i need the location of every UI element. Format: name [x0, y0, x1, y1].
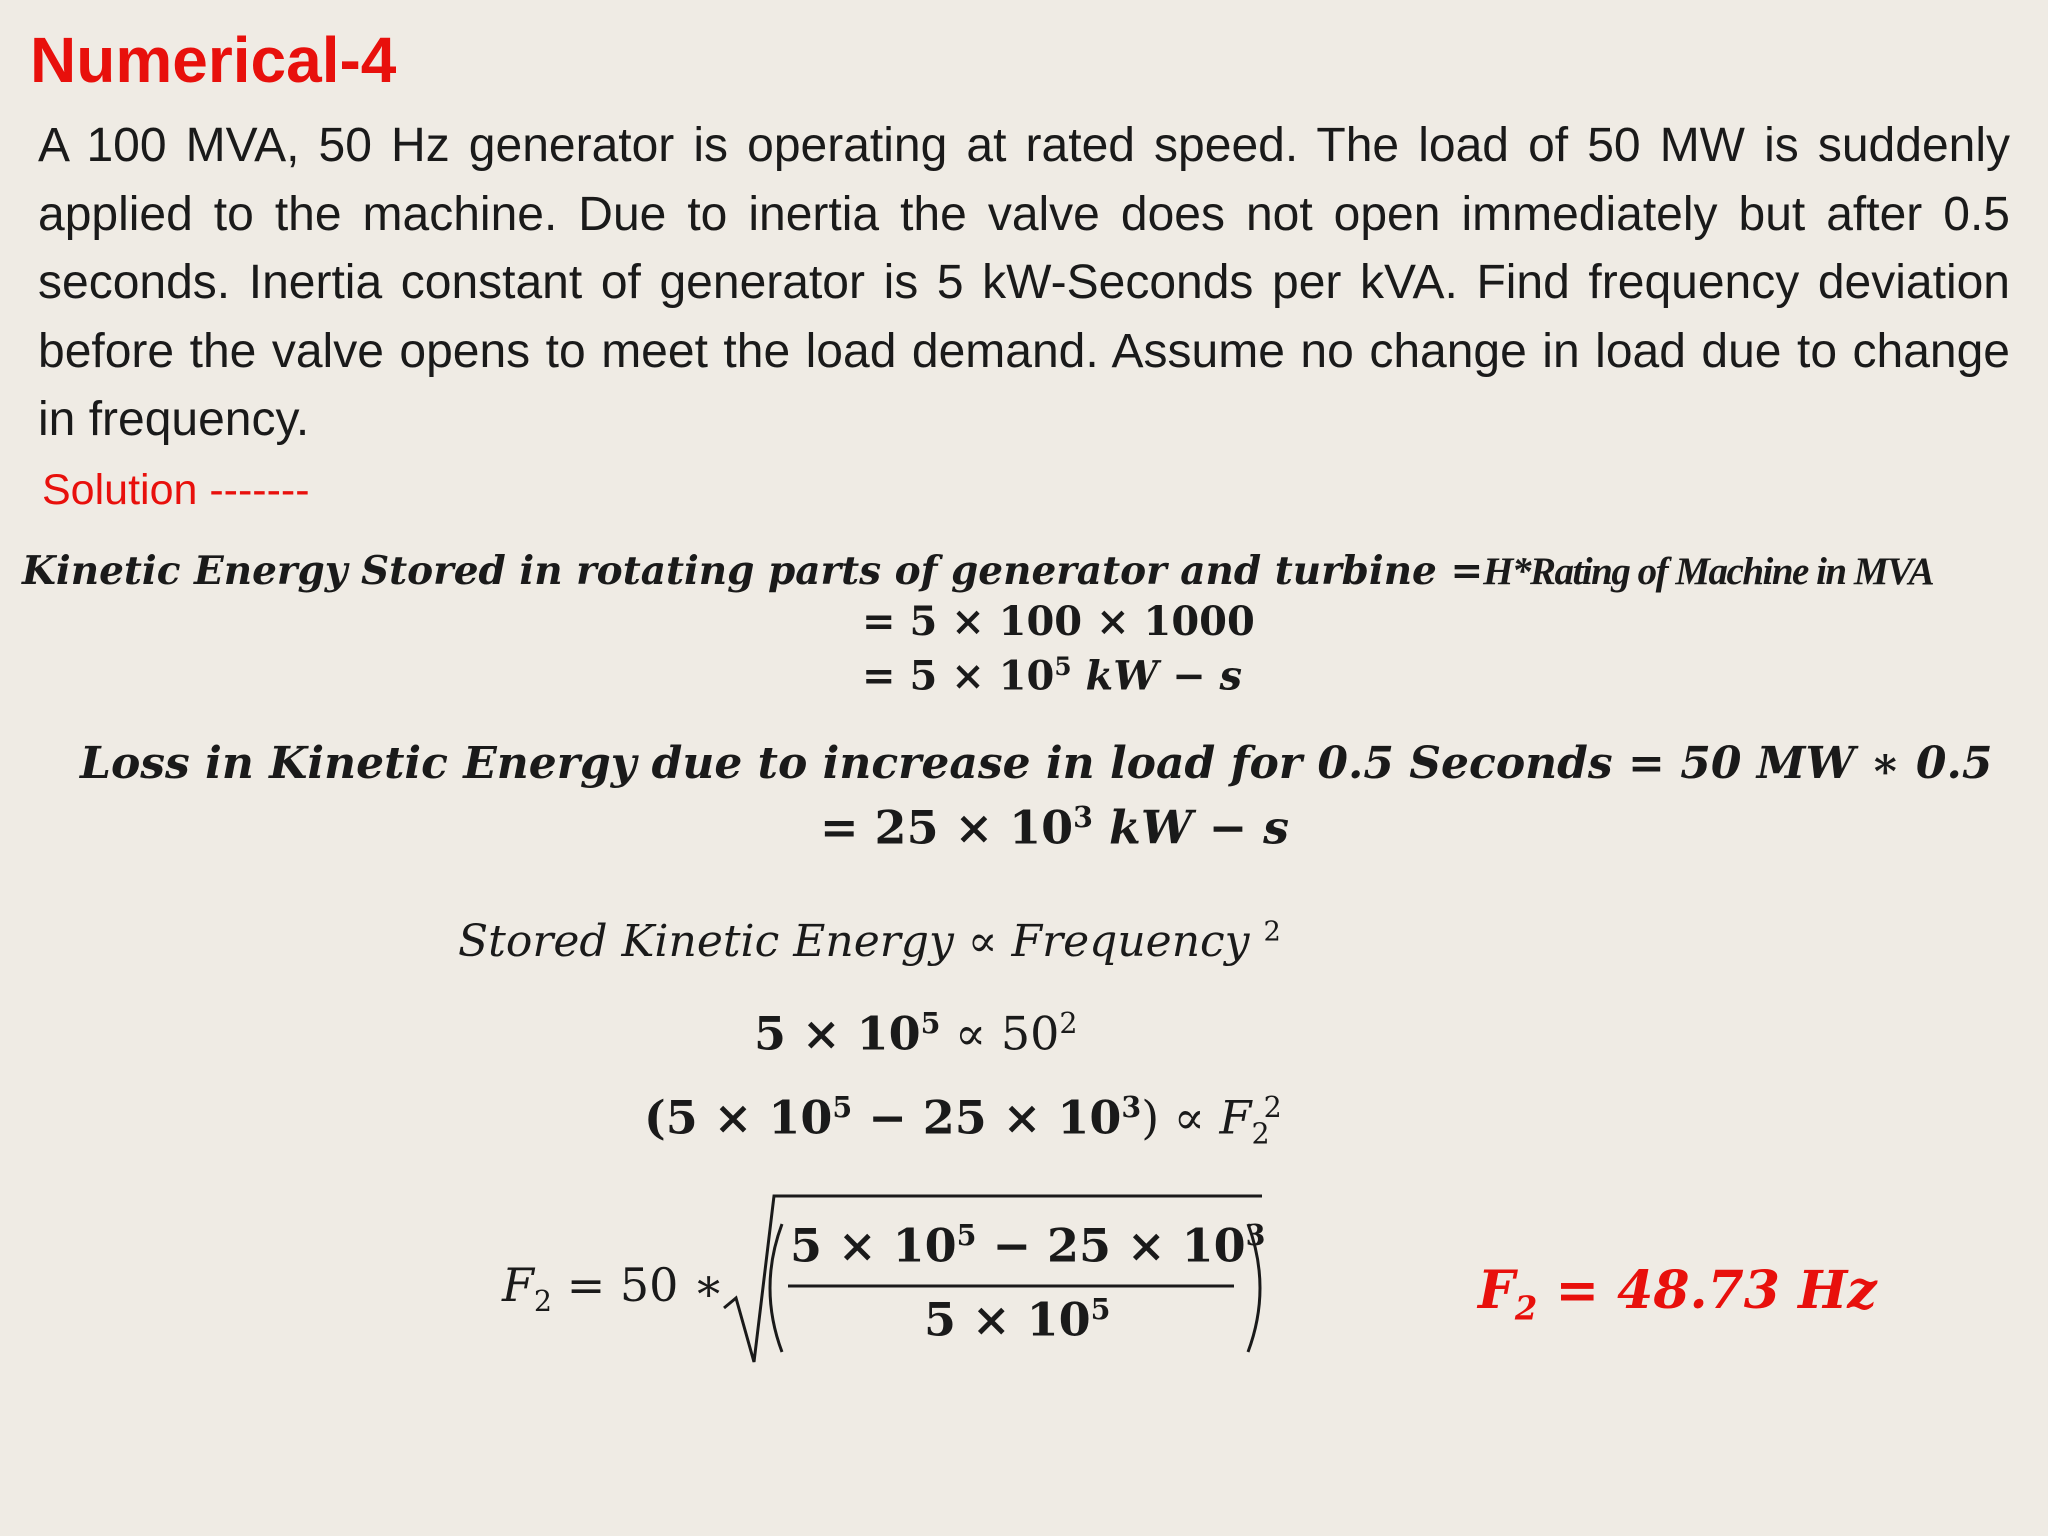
numerator-exponent-b: 3	[1245, 1218, 1266, 1252]
answer-F: F	[1478, 1260, 1515, 1321]
proportionality-equation-2	[644, 1090, 1282, 1151]
kinetic-energy-equation-2	[862, 652, 1242, 699]
kinetic-energy-label: Kinetic Energy Stored in rotating parts of generator and turbine =	[22, 548, 1484, 594]
left-parenthesis	[770, 1224, 782, 1352]
loss-eq-unit: kW − s	[1093, 800, 1290, 855]
loss-equation	[820, 800, 1289, 854]
kinetic-energy-rhs: H*Rating of Machine in MVA	[1483, 550, 1934, 593]
problem-statement: A 100 MVA, 50 Hz generator is operating at rated speed. The load of 50 MW is suddenly applied to the machine. Due to inertia the valve does not open immediately but after 0.5 seconds. Inertia constant of generator is 5 kW-Seconds per kVA. Find frequency deviation before the valve opens to meet the load demand. Assume no change in load due to change in frequency.	[38, 119, 2010, 446]
prop-eq2-superscript: 2	[1263, 1091, 1282, 1124]
prop-eq2-subscript: 2	[1251, 1117, 1270, 1151]
numerator-term-b: − 25 × 10	[976, 1218, 1246, 1273]
solution-label: Solution -------	[42, 466, 310, 514]
fraction-numerator	[790, 1218, 1265, 1272]
proportionality-label: Stored Kinetic Energy ∝ Frequency	[458, 916, 1264, 967]
ke-eq2-exponent: 5	[1054, 652, 1072, 681]
prop-eq2-exponent-2: 3	[1121, 1090, 1142, 1124]
page-title: Numerical-4	[30, 24, 397, 96]
f2-lhs-subscript: 2	[533, 1285, 553, 1319]
answer-rest: = 48.73 Hz	[1537, 1260, 1877, 1321]
fraction-denominator	[924, 1292, 1110, 1346]
denominator-term: 5 × 10	[924, 1292, 1091, 1347]
kinetic-energy-equation-1: = 5 × 100 × 1000	[862, 598, 1255, 645]
loss-statement: Loss in Kinetic Energy due to increase in load for 0.5 Seconds = 50 MW ∗ 0.5	[80, 738, 1993, 789]
f2-lhs-F: F	[502, 1258, 534, 1312]
numerator-exponent-a: 5	[956, 1218, 977, 1252]
f2-lhs-rest: = 50 ∗	[552, 1258, 725, 1312]
proportionality-exponent: 2	[1263, 916, 1281, 948]
loss-eq-exponent: 3	[1073, 800, 1094, 834]
proportionality-equation-1	[754, 1006, 1078, 1060]
prop-eq1-rhs-exponent: 2	[1059, 1007, 1078, 1040]
loss-eq-base: = 25 × 10	[820, 800, 1074, 855]
numerator-term-a: 5 × 10	[790, 1218, 957, 1273]
prop-eq2-exponent-1: 5	[832, 1090, 853, 1124]
prop-eq2-close: )	[1141, 1090, 1160, 1145]
ke-eq2-unit: kW − s	[1071, 652, 1243, 700]
ke-eq2-base: = 5 × 10	[862, 652, 1055, 700]
denominator-exponent: 5	[1090, 1292, 1111, 1326]
proportionality-statement	[458, 916, 1281, 967]
final-answer	[1478, 1260, 1877, 1327]
prop-eq2-mid: − 25 × 10	[852, 1090, 1122, 1145]
answer-subscript: 2	[1514, 1289, 1538, 1328]
prop-eq1-rhs: ∝ 50	[940, 1006, 1060, 1061]
kinetic-energy-statement	[22, 548, 1933, 594]
prop-eq2-prop: ∝ F	[1159, 1090, 1252, 1145]
f2-formula-lhs	[502, 1258, 724, 1318]
prop-eq1-lhs-exponent: 5	[920, 1006, 941, 1040]
prop-eq1-lhs: 5 × 10	[754, 1006, 921, 1061]
prop-eq2-open: (5 × 10	[644, 1090, 833, 1145]
